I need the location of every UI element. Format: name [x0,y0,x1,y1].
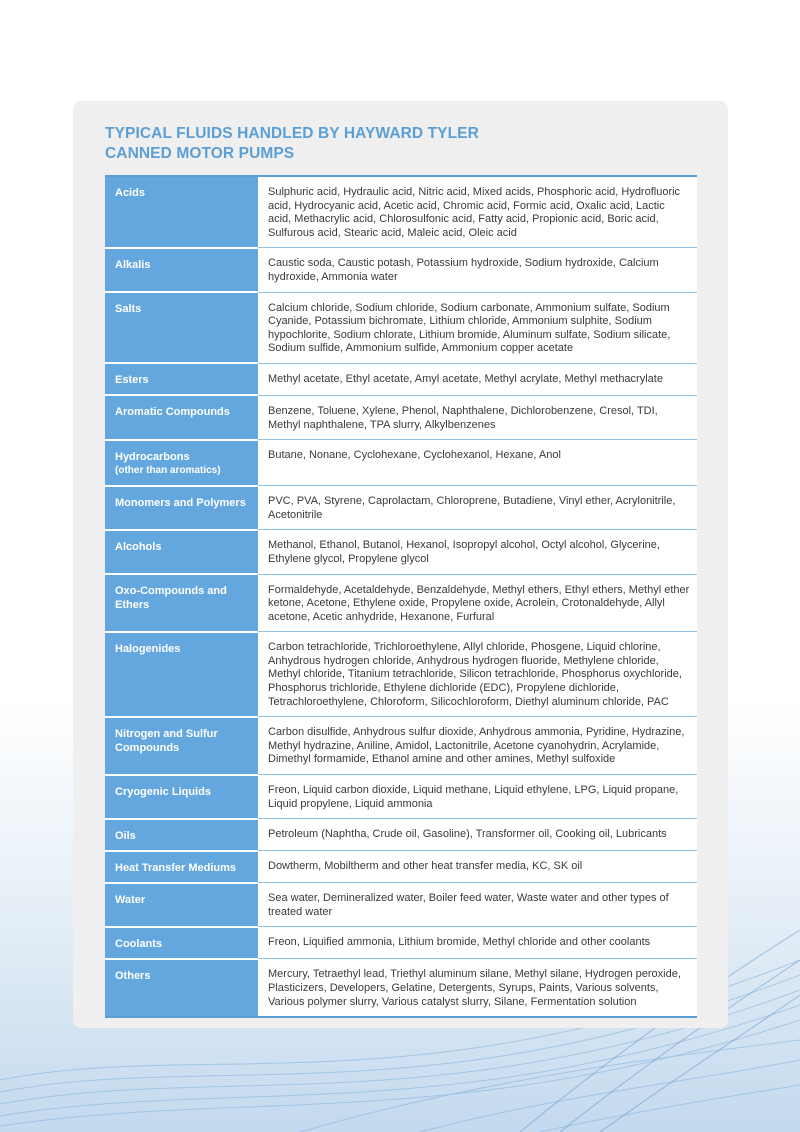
table-row [105,363,697,395]
category-cell [105,819,258,851]
category-label: Halogenides [115,642,181,655]
fluids-cell: Mercury, Tetraethyl lead, Triethyl aluminum silane, Methyl silane, Hydrogen peroxide, Plasticizers, Developers, Gelatine, Detergents, Syrups, Paints, Various solvents, Various polymer slurry, Various catalyst slurry, Silane, Fermentation solution [258,959,697,1017]
fluids-cell: Formaldehyde, Acetaldehyde, Benzaldehyde, Methyl ethers, Ethyl ethers, Methyl ether ketone, Acetone, Ethylene oxide, Propylene oxide, Acrolein, Crotonaldehyde, Allyl acetone, Acetic anhydride, Hexanone, Furfural [258,574,697,632]
category-cell [105,176,258,248]
table-row [105,959,697,1017]
fluids-cell: Dowtherm, Mobiltherm and other heat transfer media, KC, SK oil [258,851,697,883]
category-label: Aromatic Compounds [115,406,230,419]
category-cell [105,292,258,363]
table-row [105,632,697,717]
category-cell [105,717,258,775]
fluids-cell: Methanol, Ethanol, Butanol, Hexanol, Isopropyl alcohol, Octyl alcohol, Glycerine, Ethylene glycol, Propylene glycol [258,530,697,574]
fluids-cell: PVC, PVA, Styrene, Caprolactam, Chloroprene, Butadiene, Vinyl ether, Acrylonitrile, Acetonitrile [258,486,697,530]
category-label: Others [115,969,151,982]
category-label: Water [115,893,146,906]
category-cell [105,530,258,574]
fluids-table [105,175,697,1018]
fluids-cell: Sea water, Demineralized water, Boiler feed water, Waste water and other types of treated water [258,883,697,927]
table-row [105,440,697,486]
category-label: Alcohols [115,540,162,553]
table-row [105,292,697,363]
category-cell [105,363,258,395]
table-row [105,883,697,927]
category-label: Monomers and Polymers [115,496,246,509]
category-cell [105,851,258,883]
category-cell [105,395,258,439]
page-title-line-2: CANNED MOTOR PUMPS [105,145,295,162]
category-cell [105,248,258,292]
category-label: Oils [115,829,136,842]
fluids-cell: Methyl acetate, Ethyl acetate, Amyl acetate, Methyl acrylate, Methyl methacrylate [258,363,697,395]
fluids-cell: Sulphuric acid, Hydraulic acid, Nitric acid, Mixed acids, Phosphoric acid, Hydrofluoric acid, Hydrocyanic acid, Acetic acid, Chromic acid, Formic acid, Oxalic acid, Lactic acid, Methacrylic acid, Chlorosulfonic acid, Fatty acid, Propionic acid, Boric acid, Sulfurous acid, Stearic acid, Maleic acid, Oleic acid [258,176,697,248]
fluids-cell: Carbon tetrachloride, Trichloroethylene, Allyl chloride, Phosgene, Liquid chlorine, Anhydrous hydrogen chloride, Anhydrous hydrogen fluoride, Methylene chloride, Methyl chloride, Titanium tetrachloride, Silicon tetrachloride, Phosphorus oxychloride, Phosphorus trichloride, Ethylene dichloride (EDC), Propylene dichloride, Tetrachloroethylene, Chloroform, Silicochloroform, Diethyl aluminum chloride, PAC [258,632,697,717]
category-label: Coolants [115,937,163,950]
table-row [105,574,697,632]
category-cell [105,440,258,486]
table-row [105,395,697,439]
category-label: Salts [115,303,142,316]
table-row [105,176,697,248]
fluids-cell: Freon, Liquified ammonia, Lithium bromide, Methyl chloride and other coolants [258,927,697,959]
category-label: Heat Transfer Mediums [115,861,237,874]
fluids-cell: Freon, Liquid carbon dioxide, Liquid methane, Liquid ethylene, LPG, Liquid propane, Liquid propylene, Liquid ammonia [258,775,697,819]
category-label: Hydrocarbons [115,450,190,463]
table-row [105,851,697,883]
category-cell [105,632,258,717]
fluids-cell: Benzene, Toluene, Xylene, Phenol, Naphthalene, Dichlorobenzene, Cresol, TDI, Methyl naphthalene, TPA slurry, Alkylbenzenes [258,395,697,439]
table-row [105,819,697,851]
table-row [105,927,697,959]
table-row [105,530,697,574]
category-cell [105,959,258,1017]
category-cell [105,775,258,819]
category-cell [105,486,258,530]
category-label: Alkalis [115,258,151,271]
table-row [105,717,697,775]
fluids-cell: Butane, Nonane, Cyclohexane, Cyclohexanol, Hexane, Anol [258,440,697,486]
table-row [105,775,697,819]
table-row [105,486,697,530]
fluids-cell: Caustic soda, Caustic potash, Potassium hydroxide, Sodium hydroxide, Calcium hydroxide, Ammonia water [258,248,697,292]
category-label: Nitrogen and Sulfur Compounds [115,727,218,754]
category-cell [105,927,258,959]
page-title-line-1: TYPICAL FLUIDS HANDLED BY HAYWARD TYLER [105,125,479,142]
category-label: Cryogenic Liquids [115,785,211,798]
fluids-cell: Carbon disulfide, Anhydrous sulfur dioxide, Anhydrous ammonia, Pyridine, Hydrazine, Methyl hydrazine, Aniline, Amidol, Lactonitrile, Acetone cyanohydrin, Acrylamide, Dimethyl formamide, Ethanol amine and other amines, Methyl sulfoxide [258,717,697,775]
category-cell [105,883,258,927]
category-label: Esters [115,374,149,387]
category-label: Oxo-Compounds and Ethers [115,585,227,611]
category-label: Acids [115,187,145,199]
page-title [105,124,605,164]
category-sublabel: (other than aromatics) [115,464,221,476]
fluids-cell: Calcium chloride, Sodium chloride, Sodium carbonate, Ammonium sulfate, Sodium Cyanide, Potassium bichromate, Lithium chloride, Ammonium sulphite, Sodium hypochlorite, Sodium chlorate, Lithium bromide, Aluminum sulfate, Sodium silicate, Sodium sulfide, Ammonium sulfide, Ammonium copper acetate [258,292,697,363]
table-row [105,248,697,292]
category-cell [105,574,258,632]
fluids-cell: Petroleum (Naphtha, Crude oil, Gasoline), Transformer oil, Cooking oil, Lubricants [258,819,697,851]
